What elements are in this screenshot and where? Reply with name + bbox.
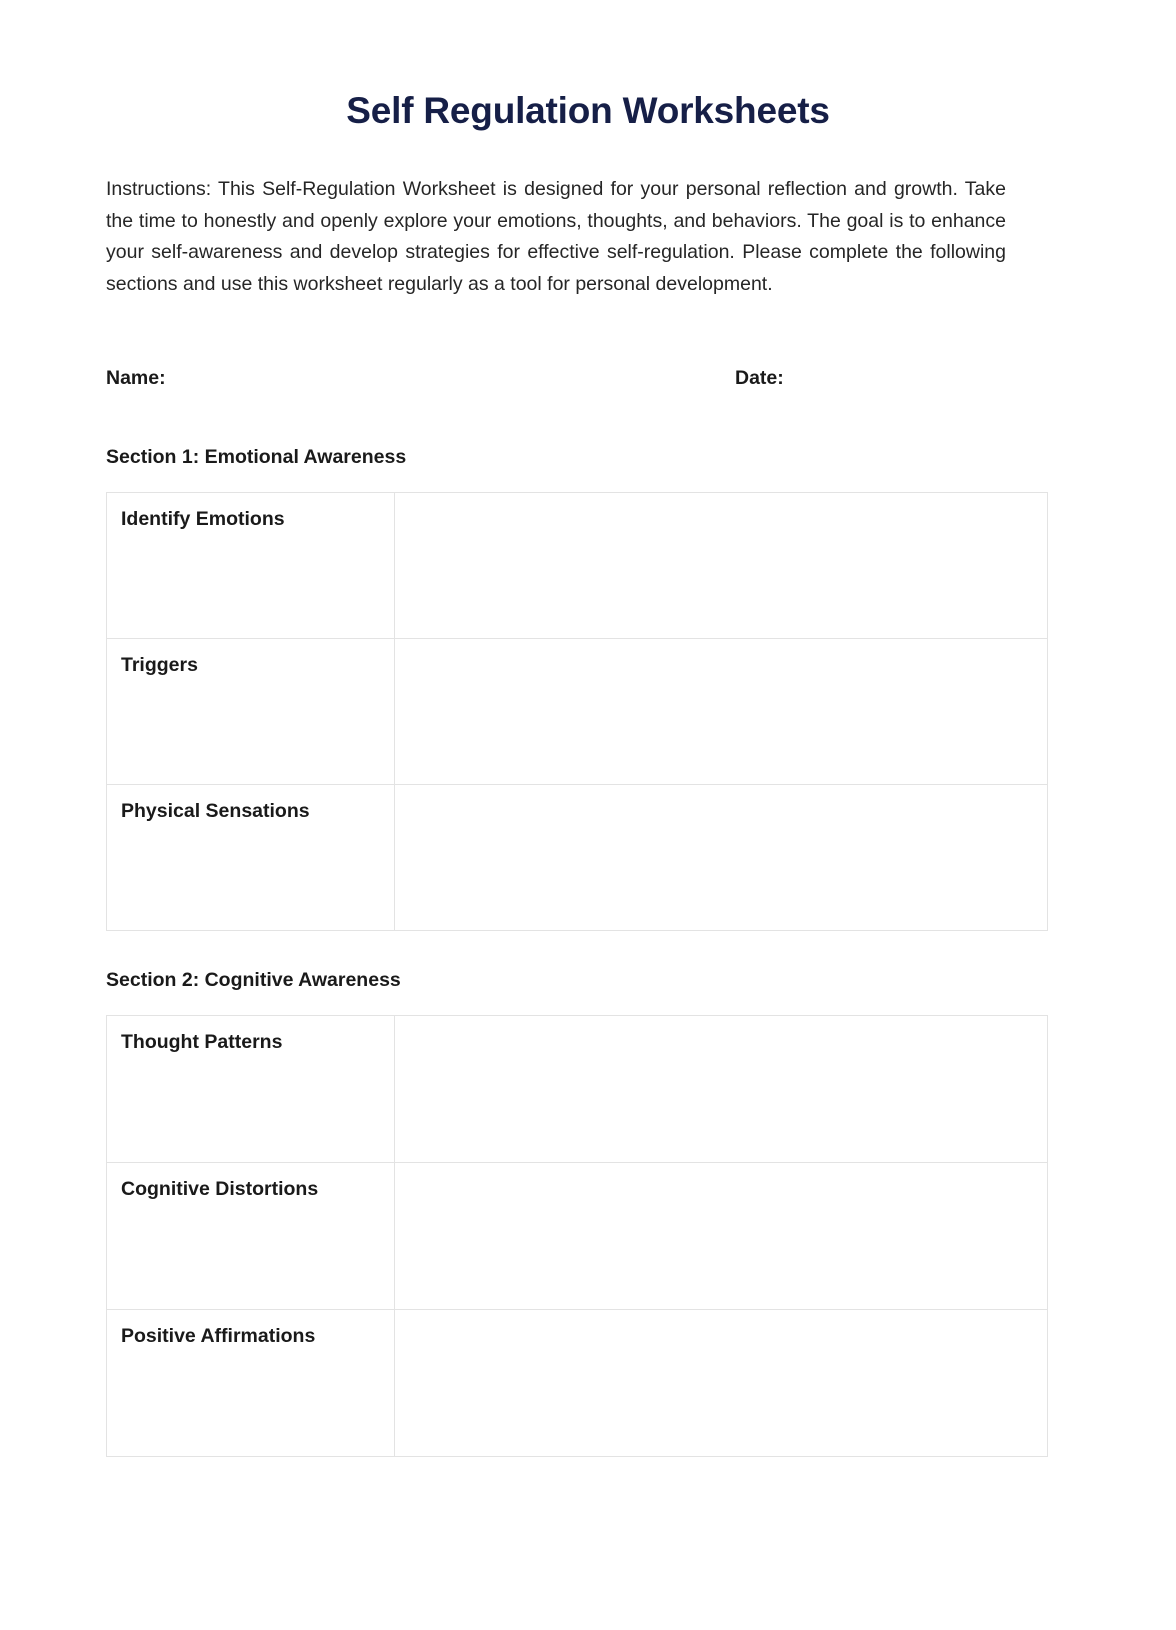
row-answer-thought-patterns[interactable] [395,1015,1048,1162]
row-label-triggers: Triggers [107,638,395,784]
name-date-row [106,301,1070,390]
row-label-physical-sensations: Physical Sensations [107,784,395,930]
section-2-table [106,1015,1048,1457]
row-answer-identify-emotions[interactable] [395,492,1048,638]
table-row [107,638,1048,784]
date-field[interactable] [735,367,1070,390]
section-1-table [106,492,1048,931]
table-row [107,492,1048,638]
row-answer-triggers[interactable] [395,638,1048,784]
section-heading-2: Section 2: Cognitive Awareness [106,968,401,991]
row-answer-physical-sensations[interactable] [395,784,1048,930]
name-label: Name: [106,366,166,389]
row-label-thought-patterns: Thought Patterns [107,1015,395,1162]
date-label: Date: [735,366,784,389]
row-label-cognitive-distortions: Cognitive Distortions [107,1162,395,1309]
table-row [107,1015,1048,1162]
row-answer-cognitive-distortions[interactable] [395,1162,1048,1309]
name-field[interactable] [106,367,735,390]
table-row [107,1309,1048,1456]
instructions-paragraph: Instructions: This Self-Regulation Worksheet is designed for your personal reflection and growth. Take the time to honestly and openly explore your emotions, thoughts, and behaviors. The goal is to enhance your self-awareness and develop strategies for effective self-regulation. Please complete the following sections and use this worksheet regularly as a tool for personal development. [106,178,1006,295]
section-heading-1: Section 1: Emotional Awareness [106,445,407,468]
row-answer-positive-affirmations[interactable] [395,1309,1048,1456]
row-label-positive-affirmations: Positive Affirmations [107,1309,395,1456]
page-title: Self Regulation Worksheets [346,90,830,131]
table-row [107,784,1048,930]
row-label-identify-emotions: Identify Emotions [107,492,395,638]
table-row [107,1162,1048,1309]
